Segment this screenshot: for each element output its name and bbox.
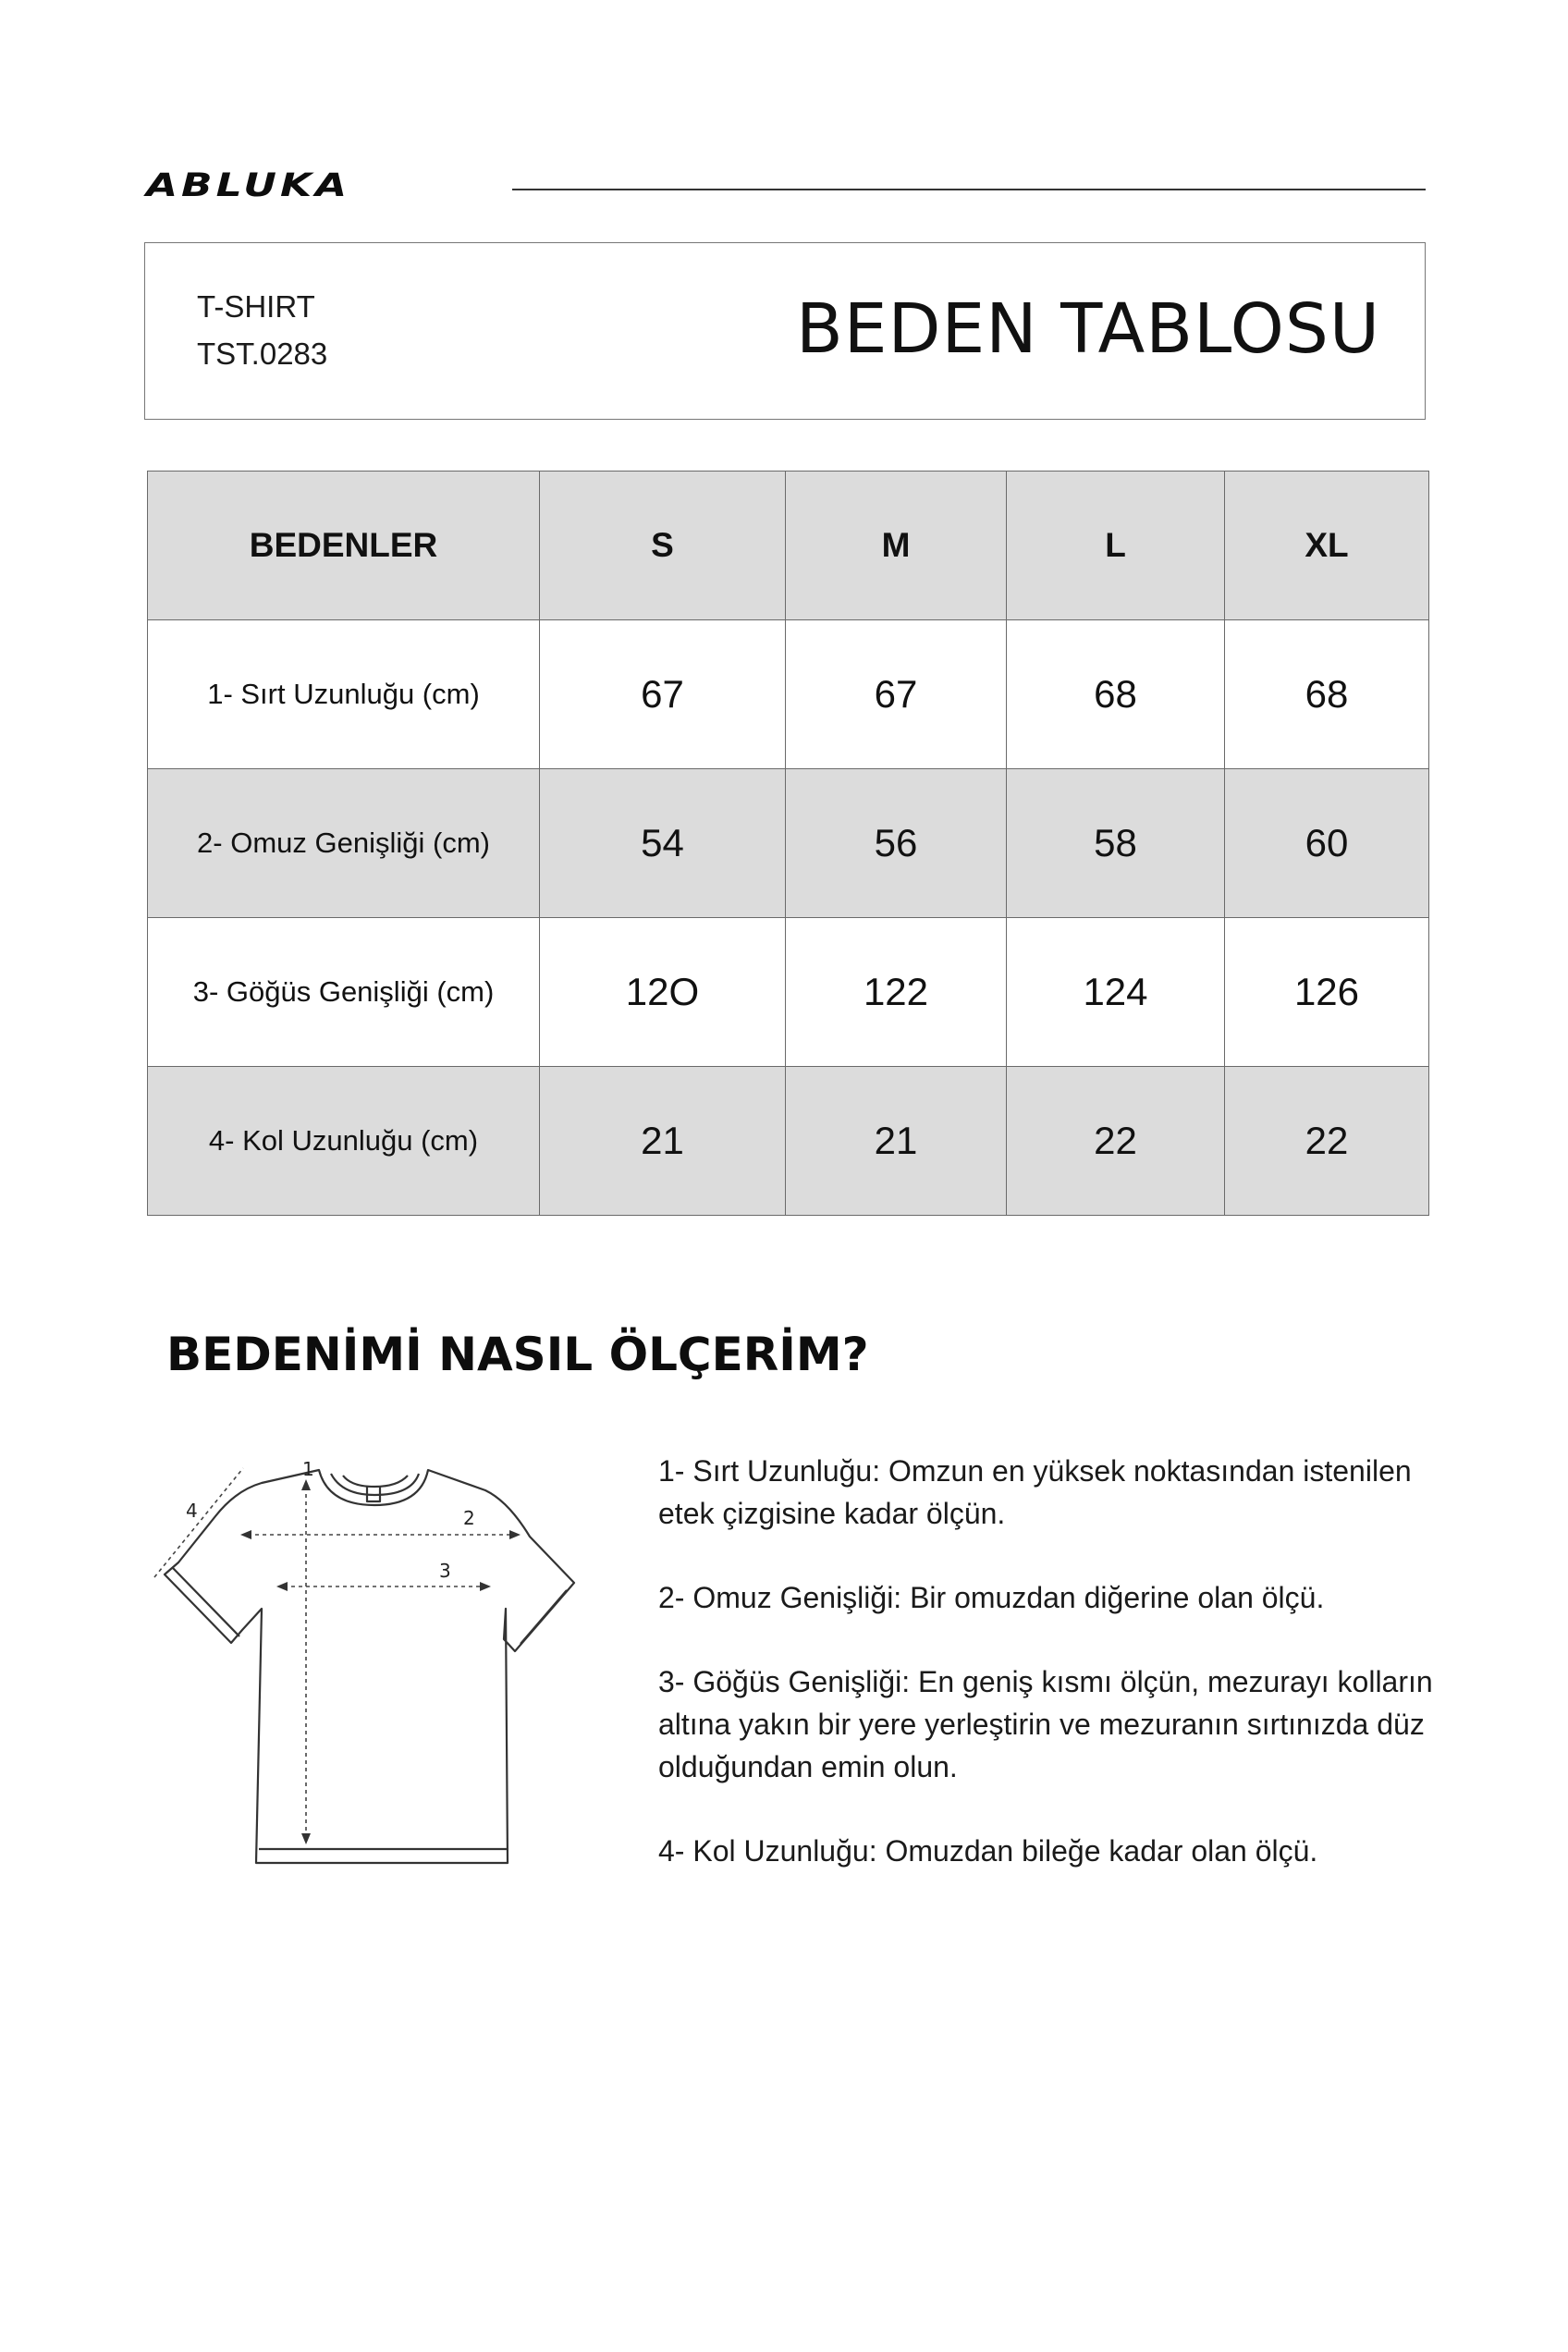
table-cell: 60 [1225,769,1429,918]
table-cell: 58 [1007,769,1225,918]
table-cell: 126 [1225,918,1429,1067]
brand-logo-text: ABLUKA [146,166,351,204]
table-cell: 22 [1225,1067,1429,1216]
diagram-label-2: 2 [463,1507,475,1529]
table-cell: 67 [540,620,786,769]
diagram-label-1: 1 [302,1458,314,1480]
row-label: 3- Göğüs Genişliği (cm) [148,918,540,1067]
table-cell: 68 [1007,620,1225,769]
row-label: 2- Omuz Genişliği (cm) [148,769,540,918]
how-to-measure-title: BEDENİMİ NASIL ÖLÇERİM? [166,1328,869,1381]
table-cell: 12O [540,918,786,1067]
row-label: 1- Sırt Uzunluğu (cm) [148,620,540,769]
table-row [148,769,1429,918]
brand-logo [146,166,501,205]
instruction-item: 2- Omuz Genişliği: Bir omuzdan diğerine olan ölçü. [658,1581,1325,1614]
table-cell: 56 [786,769,1007,918]
diagram-label-4: 4 [186,1500,198,1522]
table-header-cell: XL [1225,472,1429,620]
table-cell: 67 [786,620,1007,769]
page-title: BEDEN TABLOSU [796,289,1380,369]
table-row [148,918,1429,1067]
table-row [148,1067,1429,1216]
header-divider [512,189,1426,190]
row-label: 4- Kol Uzunluğu (cm) [148,1067,540,1216]
table-header-cell: L [1007,472,1225,620]
tshirt-diagram [143,1442,587,1877]
diagram-label-3: 3 [439,1560,451,1582]
product-type: T-SHIRT [197,289,315,324]
instruction-item: 1- Sırt Uzunluğu: Omzun en yüksek noktasından istenilen etek çizgisine kadar ölçün. [658,1454,1412,1530]
table-cell: 124 [1007,918,1225,1067]
table-row [148,620,1429,769]
product-code: TST.0283 [197,337,328,371]
tshirt-measurement-illustration [143,1442,587,1877]
instruction-item: 3- Göğüs Genişliği: En geniş kısmı ölçün, mezurayı kolların altına yakın bir yere yerleştirin ve mezuranın sırtınızda düz olduğundan emin olun. [658,1665,1433,1783]
table-cell: 68 [1225,620,1429,769]
table-header-cell: S [540,472,786,620]
header [146,168,1426,213]
table-cell: 21 [540,1067,786,1216]
table-cell: 54 [540,769,786,918]
table-cell: 122 [786,918,1007,1067]
table-cell: 21 [786,1067,1007,1216]
product-info-box [144,242,1426,420]
table-header-cell: BEDENLER [148,472,540,620]
table-header-cell: M [786,472,1007,620]
measurement-instructions [658,1450,1472,1914]
table-cell: 22 [1007,1067,1225,1216]
size-table [147,471,1429,1216]
instruction-item: 4- Kol Uzunluğu: Omuzdan bileğe kadar olan ölçü. [658,1834,1318,1868]
table-header-row [148,472,1429,620]
